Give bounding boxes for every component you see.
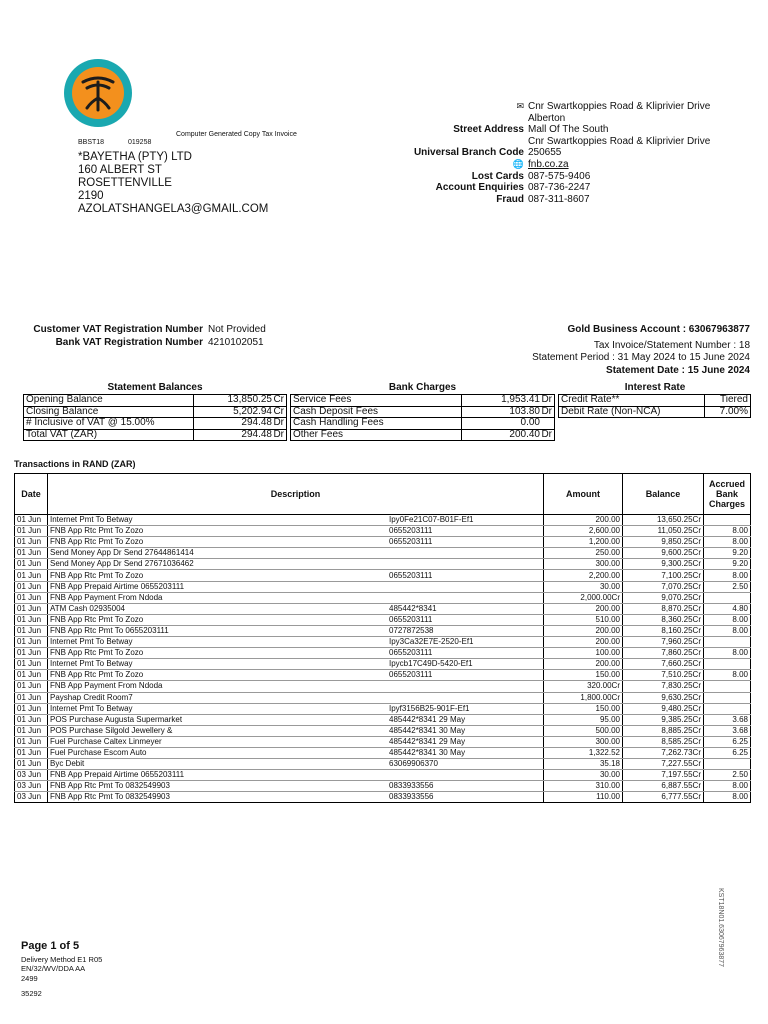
tx-reference xyxy=(387,559,544,570)
tx-description: FNB App Rtc Pmt To 0832549903 xyxy=(48,781,388,792)
tx-description: FNB App Rtc Pmt To 0655203111 xyxy=(48,625,388,636)
tx-charges: 8.00 xyxy=(704,537,751,548)
interest-label: Credit Rate** xyxy=(559,395,705,407)
tx-balance: 8,870.25Cr xyxy=(623,603,704,614)
charges-value xyxy=(462,406,555,418)
tax-invoice-number: Tax Invoice/Statement Number : 18 xyxy=(593,339,750,351)
tx-description: Send Money App Dr Send 27671036462 xyxy=(48,559,388,570)
tx-balance: 9,300.25Cr xyxy=(623,559,704,570)
tx-amount: 320.00Cr xyxy=(544,681,623,692)
balances-value xyxy=(194,418,287,430)
website-link[interactable]: fnb.co.za xyxy=(528,158,569,170)
tx-date: 01 Jun xyxy=(15,648,48,659)
tx-balance: 9,480.25Cr xyxy=(623,703,704,714)
balances-amount: 13,850.25 xyxy=(227,394,272,405)
tx-date: 01 Jun xyxy=(15,559,48,570)
transactions-table xyxy=(14,473,751,803)
charges-label: Other Fees xyxy=(291,429,462,441)
charges-label: Cash Deposit Fees xyxy=(291,406,462,418)
tx-description: Send Money App Dr Send 27644861414 xyxy=(48,548,388,559)
charges-row xyxy=(291,418,555,430)
charges-amount: 1,953.41 xyxy=(501,394,540,405)
balances-value xyxy=(194,406,287,418)
tx-balance: 7,960.25Cr xyxy=(623,637,704,648)
tx-reference: 485442*8341 29 May xyxy=(387,714,544,725)
tx-date: 01 Jun xyxy=(15,692,48,703)
table-row xyxy=(15,570,751,581)
tx-balance: 7,860.25Cr xyxy=(623,648,704,659)
tx-balance: 13,650.25Cr xyxy=(623,515,704,526)
tx-balance: 9,385.25Cr xyxy=(623,714,704,725)
table-row xyxy=(15,603,751,614)
tx-charges xyxy=(704,759,751,770)
tx-reference: 0655203111 xyxy=(387,670,544,681)
delivery-method: Delivery Method E1 R05 xyxy=(21,954,103,964)
customer-address xyxy=(78,151,268,216)
statement-date: Statement Date : 15 June 2024 xyxy=(606,364,750,376)
tx-charges: 6.25 xyxy=(704,747,751,758)
tx-reference xyxy=(387,581,544,592)
table-row xyxy=(15,703,751,714)
tx-reference: 485442*8341 29 May xyxy=(387,736,544,747)
tx-description: FNB App Payment From Ndoda xyxy=(48,681,388,692)
tx-date: 01 Jun xyxy=(15,581,48,592)
tx-reference: 0655203111 xyxy=(387,614,544,625)
tx-charges xyxy=(704,637,751,648)
col-date: Date xyxy=(15,474,48,515)
tx-reference: Ipyf3156B25-901F-Ef1 xyxy=(387,703,544,714)
tx-date: 01 Jun xyxy=(15,703,48,714)
tx-charges: 3.68 xyxy=(704,714,751,725)
tx-description: Internet Pmt To Betway xyxy=(48,637,388,648)
table-row xyxy=(15,681,751,692)
charges-row xyxy=(291,395,555,407)
tx-reference: Ipy0Fe21C07-B01F-Ef1 xyxy=(387,515,544,526)
statement-period: Statement Period : 31 May 2024 to 15 June 2024 xyxy=(532,352,750,363)
table-row xyxy=(15,515,751,526)
tx-description: Fuel Purchase Caltex Linmeyer xyxy=(48,736,388,747)
tx-date: 01 Jun xyxy=(15,681,48,692)
interest-row xyxy=(559,406,751,418)
tx-amount: 510.00 xyxy=(544,614,623,625)
tx-amount: 2,600.00 xyxy=(544,526,623,537)
tx-description: Byc Debit xyxy=(48,759,388,770)
charges-value xyxy=(462,418,555,430)
tx-amount: 100.00 xyxy=(544,648,623,659)
tx-charges: 8.00 xyxy=(704,648,751,659)
tx-charges xyxy=(704,515,751,526)
tx-description: FNB App Prepaid Airtime 0655203111 xyxy=(48,581,388,592)
page-number: Page 1 of 5 xyxy=(21,940,80,952)
charges-row xyxy=(291,406,555,418)
balances-suffix: Cr xyxy=(273,394,284,405)
tx-amount: 30.00 xyxy=(544,581,623,592)
tx-description: FNB App Prepaid Airtime 0655203111 xyxy=(48,770,388,781)
col-description: Description xyxy=(48,474,544,515)
tx-balance: 7,510.25Cr xyxy=(623,670,704,681)
tx-amount: 150.00 xyxy=(544,703,623,714)
tx-date: 01 Jun xyxy=(15,603,48,614)
tx-description: FNB App Rtc Pmt To Zozo xyxy=(48,570,388,581)
balances-row xyxy=(24,395,287,407)
footer-code2: 2499 xyxy=(21,973,38,983)
side-code: KST18N01.63067963877 xyxy=(717,888,724,968)
tx-balance: 7,070.25Cr xyxy=(623,581,704,592)
globe-icon: 🌐 xyxy=(512,158,524,169)
tx-amount: 1,200.00 xyxy=(544,537,623,548)
table-row xyxy=(15,770,751,781)
account-info xyxy=(532,324,750,377)
tx-charges: 8.00 xyxy=(704,670,751,681)
table-row xyxy=(15,625,751,636)
tx-charges: 8.00 xyxy=(704,570,751,581)
tx-amount: 500.00 xyxy=(544,725,623,736)
tx-reference: 0727872538 xyxy=(387,625,544,636)
tx-balance: 8,585.25Cr xyxy=(623,736,704,747)
tx-balance: 7,262.73Cr xyxy=(623,747,704,758)
tx-reference: 63069906370 xyxy=(387,759,544,770)
tx-reference: Ipy3Ca32E7E-2520-Ef1 xyxy=(387,637,544,648)
table-row xyxy=(15,747,751,758)
tx-description: FNB App Rtc Pmt To Zozo xyxy=(48,526,388,537)
tx-balance: 9,070.25Cr xyxy=(623,592,704,603)
balances-label: Total VAT (ZAR) xyxy=(24,429,194,441)
transactions-title: Transactions in RAND (ZAR) xyxy=(14,459,136,469)
tx-reference: 0655203111 xyxy=(387,570,544,581)
tx-date: 01 Jun xyxy=(15,570,48,581)
table-row xyxy=(15,614,751,625)
tx-date: 01 Jun xyxy=(15,747,48,758)
tx-balance: 8,360.25Cr xyxy=(623,614,704,625)
tx-amount: 1,800.00Cr xyxy=(544,692,623,703)
tx-charges: 8.00 xyxy=(704,526,751,537)
tx-balance: 7,830.25Cr xyxy=(623,681,704,692)
interest-value: 7.00% xyxy=(704,406,750,418)
tx-description: FNB App Rtc Pmt To Zozo xyxy=(48,670,388,681)
tx-charges xyxy=(704,692,751,703)
table-row xyxy=(15,548,751,559)
tx-reference xyxy=(387,692,544,703)
tx-balance: 9,850.25Cr xyxy=(623,537,704,548)
envelope-icon: ✉ xyxy=(516,101,524,111)
tx-description: FNB App Rtc Pmt To Zozo xyxy=(48,614,388,625)
tx-reference xyxy=(387,548,544,559)
customer-name: *BAYETHA (PTY) LTD xyxy=(78,151,192,163)
tx-description: Internet Pmt To Betway xyxy=(48,703,388,714)
balances-label: Closing Balance xyxy=(24,406,194,418)
table-row xyxy=(15,537,751,548)
charges-label: Service Fees xyxy=(291,395,462,407)
balances-table xyxy=(23,394,287,441)
balances-amount: 294.48 xyxy=(241,428,272,440)
tx-date: 01 Jun xyxy=(15,670,48,681)
tx-amount: 300.00 xyxy=(544,559,623,570)
tx-reference: 485442*8341 xyxy=(387,603,544,614)
charges-label: Cash Handling Fees xyxy=(291,418,462,430)
tx-amount: 310.00 xyxy=(544,781,623,792)
interest-label: Debit Rate (Non-NCA) xyxy=(559,406,705,418)
tx-description: Fuel Purchase Escom Auto xyxy=(48,747,388,758)
tx-amount: 200.00 xyxy=(544,515,623,526)
tx-charges: 8.00 xyxy=(704,614,751,625)
tx-charges xyxy=(704,592,751,603)
tx-charges: 6.25 xyxy=(704,736,751,747)
tx-description: FNB App Rtc Pmt To Zozo xyxy=(48,648,388,659)
balances-label: # Inclusive of VAT @ 15.00% xyxy=(24,418,194,430)
tx-balance: 7,660.25Cr xyxy=(623,659,704,670)
tx-description: Internet Pmt To Betway xyxy=(48,515,388,526)
tx-date: 03 Jun xyxy=(15,770,48,781)
tx-charges: 8.00 xyxy=(704,781,751,792)
account-title: Gold Business Account : 63067963877 xyxy=(567,324,750,335)
customer-suburb: ROSETTENVILLE xyxy=(78,177,172,189)
charges-suffix: Dr xyxy=(541,405,552,417)
tx-balance: 8,160.25Cr xyxy=(623,625,704,636)
tx-charges: 2.50 xyxy=(704,581,751,592)
tx-description: Internet Pmt To Betway xyxy=(48,659,388,670)
table-row xyxy=(15,792,751,803)
tx-balance: 6,777.55Cr xyxy=(623,792,704,803)
tx-date: 01 Jun xyxy=(15,659,48,670)
charges-amount: 103.80 xyxy=(509,405,540,417)
tx-reference: Ipycb17C49D-5420-Ef1 xyxy=(387,659,544,670)
table-row xyxy=(15,592,751,603)
charges-title: Bank Charges xyxy=(388,382,457,393)
tx-balance: 11,050.25Cr xyxy=(623,526,704,537)
tx-amount: 95.00 xyxy=(544,714,623,725)
tx-amount: 2,200.00 xyxy=(544,570,623,581)
tx-reference: 485442*8341 30 May xyxy=(387,725,544,736)
table-row xyxy=(15,670,751,681)
table-row xyxy=(15,526,751,537)
tx-date: 01 Jun xyxy=(15,637,48,648)
tx-amount: 300.00 xyxy=(544,736,623,747)
tx-amount: 2,000.00Cr xyxy=(544,592,623,603)
doc-note: Computer Generated Copy Tax Invoice xyxy=(176,131,297,138)
customer-email: AZOLATSHANGELA3@GMAIL.COM xyxy=(78,203,269,215)
tx-reference xyxy=(387,592,544,603)
table-row xyxy=(15,781,751,792)
tx-balance: 9,600.25Cr xyxy=(623,548,704,559)
tx-description: POS Purchase Augusta Supermarket xyxy=(48,714,388,725)
tx-description: POS Purchase Silgold Jewellery & xyxy=(48,725,388,736)
balances-row xyxy=(24,418,287,430)
balances-value xyxy=(194,395,287,407)
tx-amount: 30.00 xyxy=(544,770,623,781)
interest-value: Tiered xyxy=(704,395,750,407)
tx-description: FNB App Rtc Pmt To Zozo xyxy=(48,537,388,548)
table-row xyxy=(15,559,751,570)
charges-table xyxy=(290,394,555,441)
tx-amount: 200.00 xyxy=(544,637,623,648)
branch-contact: ✉ Cnr Swartkoppies Road & Kliprivier Drive Alberton Street Address Mall Of The South Cnr Swartkoppies Road & Kliprivier Drive Universal Branch Code 250655 🌐 fnb.co.za Lost Cards 087-575-9406 Account Enquiries 087-736-2247 Fraud 087-311-8607 xyxy=(413,101,711,205)
balances-suffix: Dr xyxy=(273,428,284,440)
tx-description: FNB App Rtc Pmt To 0832549903 xyxy=(48,792,388,803)
charges-value xyxy=(462,429,555,441)
table-row xyxy=(15,581,751,592)
tx-charges: 4.80 xyxy=(704,603,751,614)
tx-balance: 9,630.25Cr xyxy=(623,692,704,703)
tx-date: 01 Jun xyxy=(15,548,48,559)
tx-date: 01 Jun xyxy=(15,714,48,725)
customer-street: 160 ALBERT ST xyxy=(78,164,162,176)
tx-amount: 200.00 xyxy=(544,625,623,636)
tx-balance: 7,100.25Cr xyxy=(623,570,704,581)
col-amount: Amount xyxy=(544,474,623,515)
tx-description: Payshap Credit Room7 xyxy=(48,692,388,703)
vat-registration: Customer VAT Registration Number Not Provided Bank VAT Registration Number 4210102051 xyxy=(33,324,266,348)
tx-charges: 3.68 xyxy=(704,725,751,736)
tx-charges: 2.50 xyxy=(704,770,751,781)
branch-code-left: BBST18 xyxy=(78,139,105,146)
tx-amount: 35.18 xyxy=(544,759,623,770)
branch-code-right: 019258 xyxy=(128,139,152,146)
tx-balance: 7,197.55Cr xyxy=(623,770,704,781)
tx-date: 03 Jun xyxy=(15,781,48,792)
tx-charges xyxy=(704,681,751,692)
table-row xyxy=(15,659,751,670)
tx-date: 01 Jun xyxy=(15,614,48,625)
balances-suffix: Cr xyxy=(273,405,284,417)
tx-reference: 0655203111 xyxy=(387,526,544,537)
col-charges: Accrued Bank Charges xyxy=(704,474,751,515)
footer-code1: EN/32/WV/DDA AA xyxy=(21,964,86,973)
interest-table xyxy=(558,394,751,418)
tx-charges xyxy=(704,659,751,670)
table-row xyxy=(15,692,751,703)
table-row xyxy=(15,759,751,770)
fnb-logo xyxy=(63,58,133,128)
tx-date: 01 Jun xyxy=(15,537,48,548)
tx-balance: 6,887.55Cr xyxy=(623,781,704,792)
tx-amount: 110.00 xyxy=(544,792,623,803)
balances-amount: 294.48 xyxy=(241,417,272,428)
balances-row xyxy=(24,406,287,418)
tx-reference: 485442*8341 30 May xyxy=(387,747,544,758)
tx-description: FNB App Payment From Ndoda xyxy=(48,592,388,603)
table-row xyxy=(15,725,751,736)
table-row xyxy=(15,714,751,725)
tx-amount: 150.00 xyxy=(544,670,623,681)
charges-suffix: Dr xyxy=(541,428,552,440)
interest-row xyxy=(559,395,751,407)
tx-date: 01 Jun xyxy=(15,759,48,770)
balances-value xyxy=(194,429,287,441)
table-row xyxy=(15,648,751,659)
tx-date: 01 Jun xyxy=(15,526,48,537)
footer-code3: 35292 xyxy=(21,989,42,998)
tx-date: 01 Jun xyxy=(15,592,48,603)
tx-reference: 0833933556 xyxy=(387,792,544,803)
tx-charges xyxy=(704,703,751,714)
balances-suffix: Dr xyxy=(273,417,284,428)
tx-description: ATM Cash 02935004 xyxy=(48,603,388,614)
balances-row xyxy=(24,429,287,441)
tx-reference: 0655203111 xyxy=(387,537,544,548)
balances-title: Statement Balances xyxy=(107,382,203,393)
tx-charges: 9.20 xyxy=(704,548,751,559)
tx-date: 01 Jun xyxy=(15,725,48,736)
charges-suffix: Dr xyxy=(541,394,552,405)
tx-balance: 7,227.55Cr xyxy=(623,759,704,770)
tx-reference xyxy=(387,681,544,692)
tx-reference xyxy=(387,770,544,781)
tx-amount: 1,322.52 xyxy=(544,747,623,758)
tx-date: 03 Jun xyxy=(15,792,48,803)
balances-amount: 5,202.94 xyxy=(233,405,272,417)
tx-amount: 200.00 xyxy=(544,659,623,670)
tx-reference: 0655203111 xyxy=(387,648,544,659)
balances-label: Opening Balance xyxy=(24,395,194,407)
tx-date: 01 Jun xyxy=(15,515,48,526)
tx-amount: 200.00 xyxy=(544,603,623,614)
table-row xyxy=(15,637,751,648)
tx-reference: 0833933556 xyxy=(387,781,544,792)
tx-charges: 8.00 xyxy=(704,625,751,636)
table-row xyxy=(15,736,751,747)
footer xyxy=(21,942,102,999)
tx-date: 01 Jun xyxy=(15,736,48,747)
tx-date: 01 Jun xyxy=(15,625,48,636)
charges-row xyxy=(291,429,555,441)
tx-balance: 8,885.25Cr xyxy=(623,725,704,736)
customer-postcode: 2190 xyxy=(78,190,104,202)
tx-amount: 250.00 xyxy=(544,548,623,559)
charges-amount: 0.00 xyxy=(520,417,540,428)
charges-value xyxy=(462,395,555,407)
tx-charges: 9.20 xyxy=(704,559,751,570)
tx-charges: 8.00 xyxy=(704,792,751,803)
charges-amount: 200.40 xyxy=(509,428,540,440)
col-balance: Balance xyxy=(623,474,704,515)
interest-title: Interest Rate xyxy=(624,382,686,393)
